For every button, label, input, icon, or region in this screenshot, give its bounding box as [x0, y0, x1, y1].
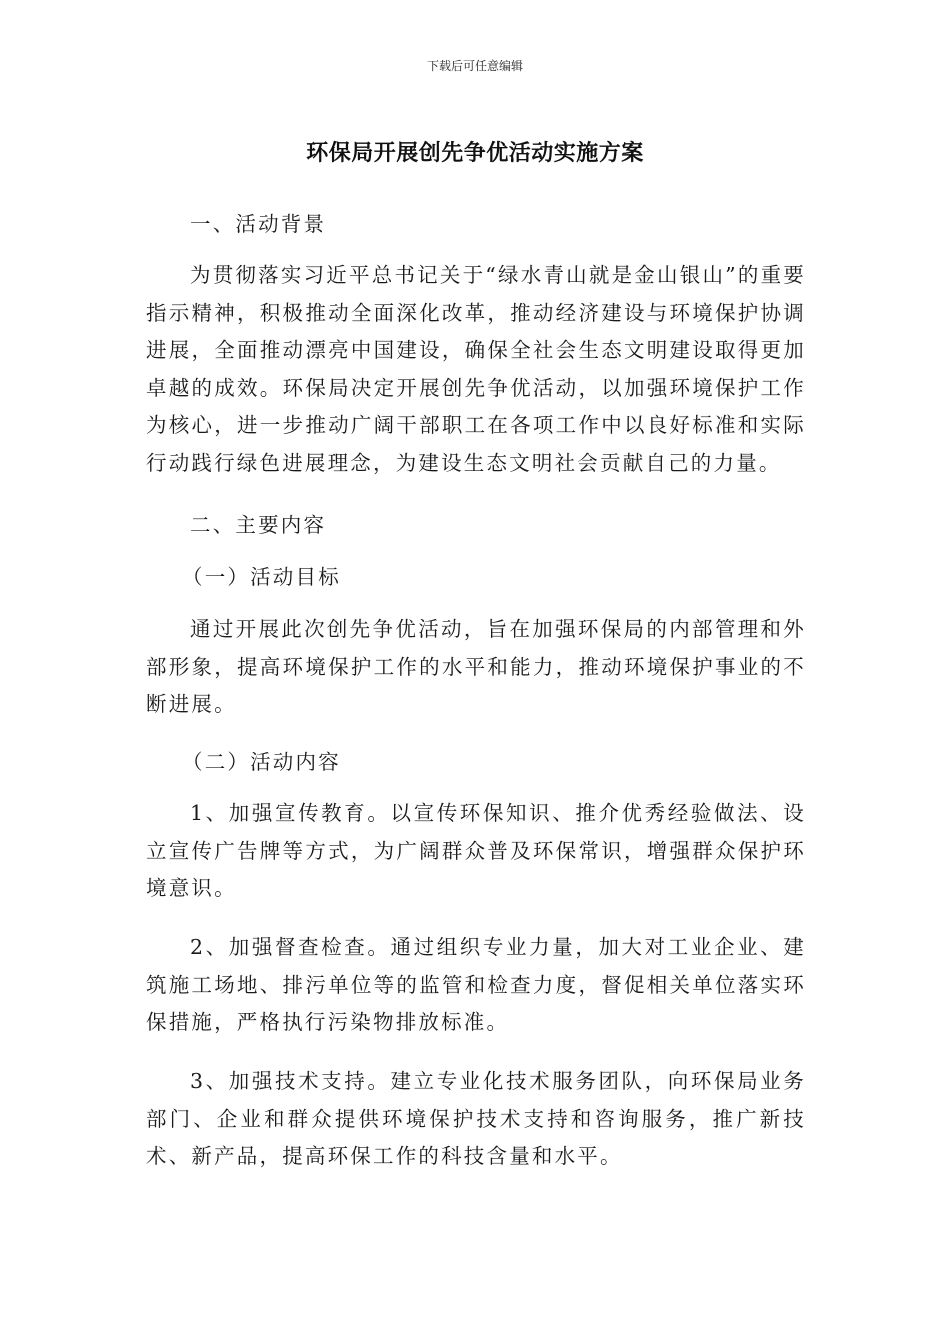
item-inspection-block: [146, 929, 806, 1042]
list-item-technical-support: 3、加强技术支持。建立专业化技术服务团队，向环保局业务部门、企业和群众提供环境保护技术支持和咨询服务，推广新技术、新产品，提高环保工作的科技含量和水平。: [146, 1069, 806, 1168]
item-technical-block: [146, 1063, 806, 1176]
list-item-inspection: 2、加强督查检查。通过组织专业力量，加大对工业企业、建筑施工场地、排污单位等的监管和检查力度，督促相关单位落实环保措施，严格执行污染物排放标准。: [146, 935, 806, 1034]
page-title: 环保局开展创先争优活动实施方案: [306, 141, 644, 166]
paragraph-background: 为贯彻落实习近平总书记关于“绿水青山就是金山银山”的重要指示精神，积极推动全面深化改革，推动经济建设与环境保护协调进展，全面推动漂亮中国建设，确保全社会生态文明建设取得更加卓越的成效。环保局决定开展创先争优活动，以加强环境保护工作为核心，进一步推动广阔干部职工在各项工作中以良好标准和实际行动践行绿色进展理念，为建设生态文明社会贡献自己的力量。: [146, 263, 806, 475]
subsection-heading-content: （二）活动内容: [182, 750, 341, 774]
subsection-heading-goal: （一）活动目标: [182, 565, 341, 589]
item-publicity-block: [146, 795, 806, 908]
section-heading-main-content: 二、主要内容: [190, 513, 327, 537]
section-background-body: [146, 257, 806, 482]
section-heading-background: 一、活动背景: [190, 212, 327, 236]
subsection-goal-body: [146, 611, 806, 724]
header-note: 下载后可任意编辑: [426, 59, 523, 73]
list-item-publicity: 1、加强宣传教育。以宣传环保知识、推介优秀经验做法、设立宣传广告牌等方式，为广阔群众普及环保常识，增强群众保护环境意识。: [146, 801, 806, 900]
paragraph-goal: 通过开展此次创先争优活动，旨在加强环保局的内部管理和外部形象，提高环境保护工作的水平和能力，推动环境保护事业的不断进展。: [146, 617, 806, 716]
